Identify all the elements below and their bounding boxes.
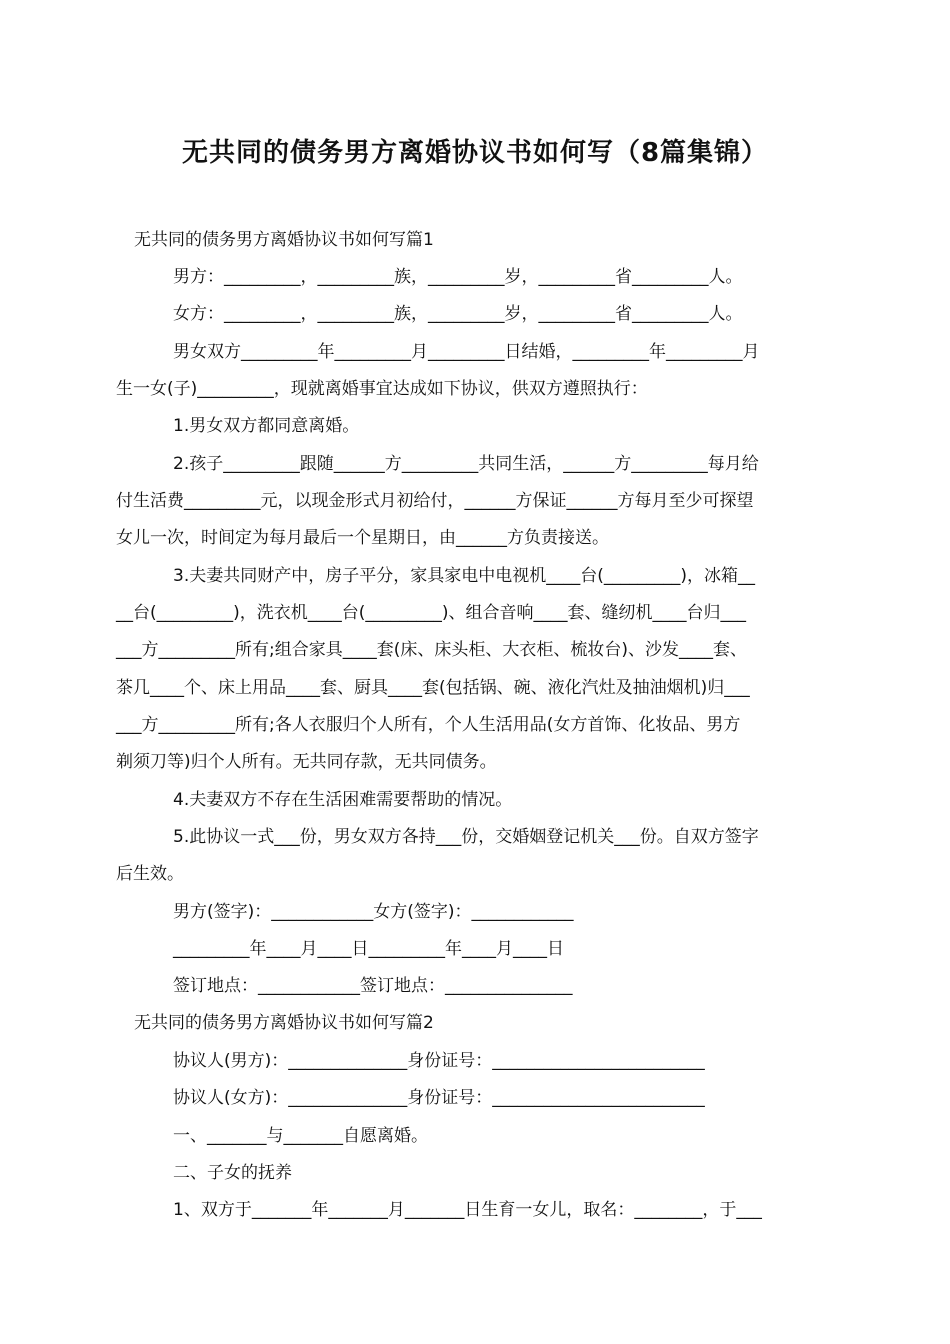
paragraph-line: 5.此协议一式___份，男女双方各持___份，交婚姻登记机关___份。自双方签字 bbox=[173, 827, 759, 847]
paragraph-line: 二、子女的抚养 bbox=[173, 1163, 292, 1183]
paragraph-line: 协议人(男方)：______________身份证号：_________________________ bbox=[173, 1051, 705, 1071]
paragraph-line: 男方：_________，_________族，_________岁，_________省_________人。 bbox=[173, 267, 743, 287]
document-title: 无共同的债务男方离婚协议书如何写（8篇集锦） bbox=[181, 138, 769, 168]
section-heading: 无共同的债务男方离婚协议书如何写篇2 bbox=[134, 1013, 434, 1033]
paragraph-line: 3.夫妻共同财产中，房子平分，家具家电中电视机____台(_________)，冰箱__ bbox=[173, 566, 755, 586]
paragraph-line: 协议人(女方)：______________身份证号：_________________________ bbox=[173, 1088, 705, 1108]
signature-line: 男方(签字)：____________女方(签字)：____________ bbox=[173, 902, 574, 922]
paragraph-line: 剃须刀等)归个人所有。无共同存款，无共同债务。 bbox=[116, 752, 497, 772]
paragraph-line: ___方_________所有;各人衣服归个人所有，个人生活用品(女方首饰、化妆品、男方 bbox=[116, 715, 741, 735]
paragraph-line: 一、_______与_______自愿离婚。 bbox=[173, 1126, 428, 1146]
paragraph-line: __台(_________)，洗衣机____台(_________)、组合音响____套、缝纫机____台归___ bbox=[116, 603, 747, 623]
paragraph-line: 后生效。 bbox=[116, 864, 184, 884]
paragraph-line: 1、双方于_______年_______月_______日生育一女儿，取名：________，于___ bbox=[173, 1200, 762, 1220]
paragraph-line: 女方：_________，_________族，_________岁，_________省_________人。 bbox=[173, 304, 743, 324]
paragraph-line: 1.男女双方都同意离婚。 bbox=[173, 416, 360, 436]
section-heading: 无共同的债务男方离婚协议书如何写篇1 bbox=[134, 230, 434, 250]
date-line: _________年____月____日_________年____月____日 bbox=[173, 939, 564, 959]
paragraph-line: 4.夫妻双方不存在生活困难需要帮助的情况。 bbox=[173, 790, 513, 810]
paragraph-line: 付生活费_________元，以现金形式月初给付，______方保证______方每月至少可探望 bbox=[116, 491, 754, 511]
paragraph-line: ___方_________所有;组合家具____套(床、床头柜、大衣柜、梳妆台)、沙发____套、 bbox=[116, 640, 747, 660]
paragraph-line: 女儿一次，时间定为每月最后一个星期日，由______方负责接送。 bbox=[116, 528, 609, 548]
paragraph-line: 生一女(子)_________，现就离婚事宜达成如下协议，供双方遵照执行： bbox=[116, 379, 648, 399]
paragraph-line: 男女双方_________年_________月_________日结婚，_________年_________月 bbox=[173, 342, 760, 362]
paragraph-line: 2.孩子_________跟随______方_________共同生活，______方_________每月给 bbox=[173, 454, 759, 474]
paragraph-line: 茶几____个、床上用品____套、厨具____套(包括锅、碗、液化汽灶及抽油烟机)归___ bbox=[116, 678, 750, 698]
location-line: 签订地点：____________签订地点：_______________ bbox=[173, 976, 573, 996]
